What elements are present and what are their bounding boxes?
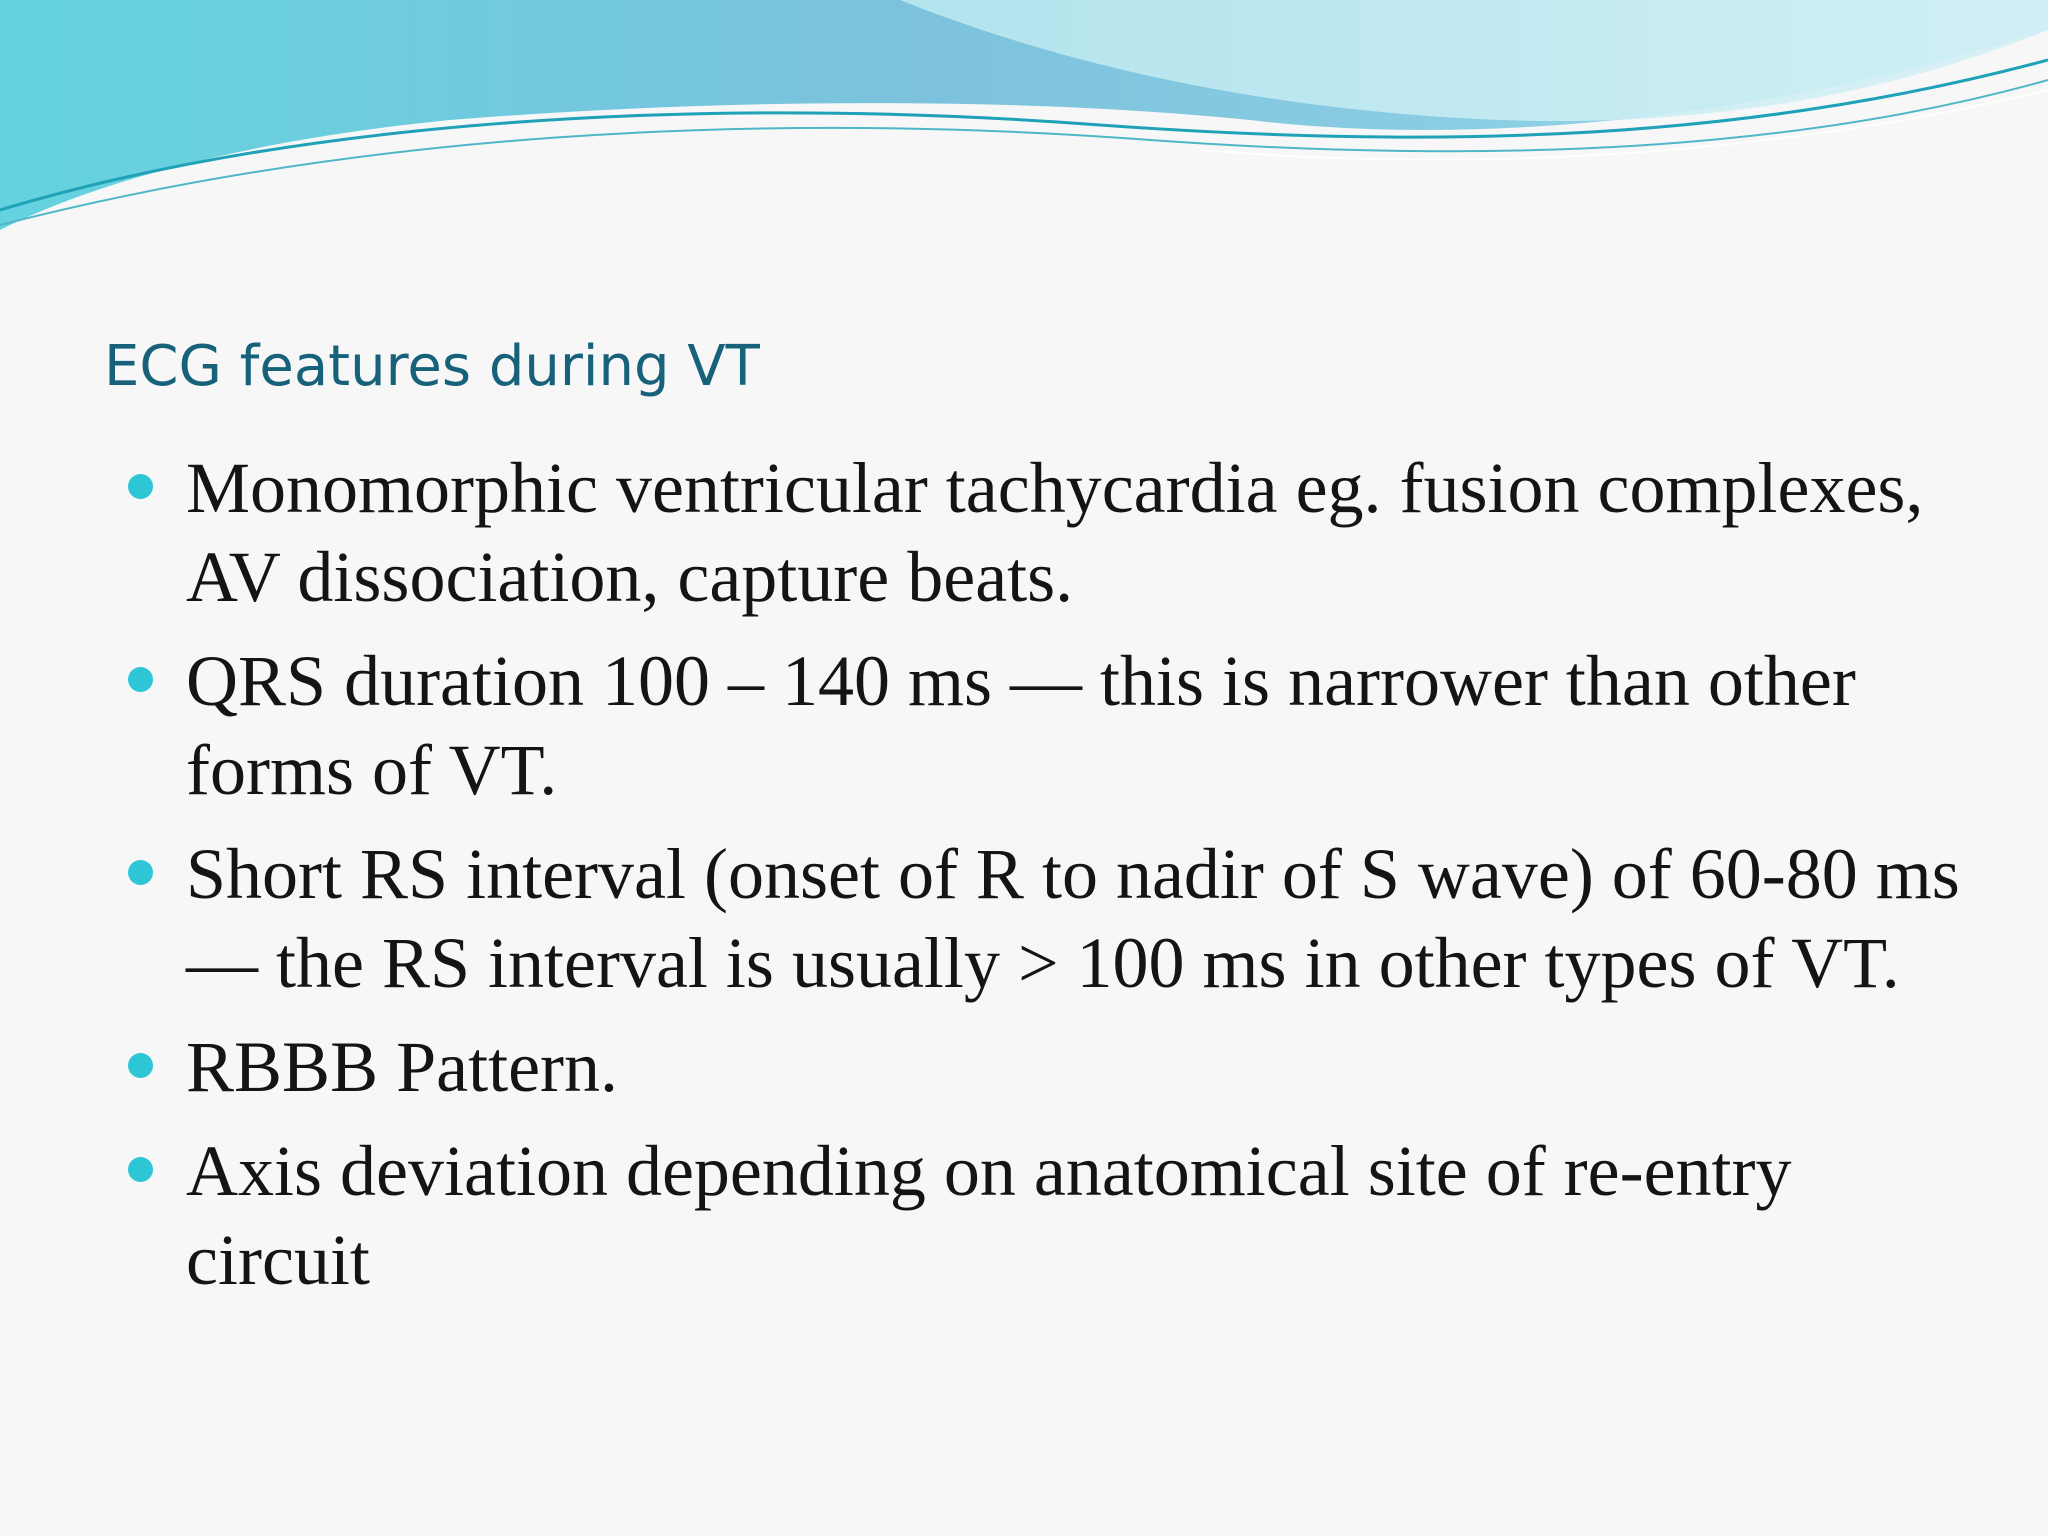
bullet-dot-icon	[128, 1053, 153, 1078]
bullet-text: QRS duration 100 – 140 ms — this is narrower than other forms of VT.	[186, 641, 1856, 810]
slide-title: ECG features during VT	[104, 334, 760, 399]
bullet-text: RBBB Pattern.	[186, 1027, 619, 1107]
list-item	[128, 637, 1968, 815]
bullet-text: Axis deviation depending on anatomical site of re-entry circuit	[186, 1131, 1792, 1300]
decorative-wave-header	[0, 0, 2048, 240]
list-item	[128, 1127, 1968, 1305]
list-item	[128, 830, 1968, 1008]
bullet-dot-icon	[128, 474, 153, 499]
list-item	[128, 1023, 1968, 1112]
bullet-dot-icon	[128, 860, 153, 885]
bullet-dot-icon	[128, 667, 153, 692]
bullet-text: Monomorphic ventricular tachycardia eg. fusion complexes, AV dissociation, capture beats.	[186, 448, 1924, 617]
bullet-text: Short RS interval (onset of R to nadir of S wave) of 60-80 ms — the RS interval is usually > 100 ms in other types of VT.	[186, 834, 1960, 1003]
bullet-list	[128, 444, 1968, 1320]
list-item	[128, 444, 1968, 622]
bullet-dot-icon	[128, 1157, 153, 1182]
